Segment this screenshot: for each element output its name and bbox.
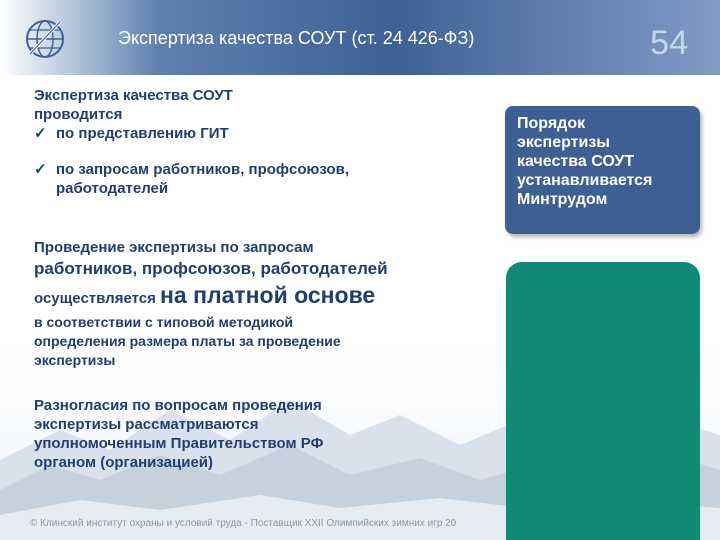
paid-line: экспертизы <box>34 352 116 368</box>
callout-line: Минтрудом <box>517 191 608 208</box>
slide-number: 54 <box>650 24 688 62</box>
disagreement-line: Разногласия по вопросам проведения <box>34 397 322 414</box>
checkmark-icon: ✓ <box>34 125 47 142</box>
paid-emphasis: на платной основе <box>160 282 376 308</box>
intro-line: Экспертиза качества СОУТ <box>34 87 233 104</box>
bullet-text <box>56 160 349 198</box>
paid-line-3 <box>34 281 464 313</box>
section-disagreements <box>34 396 454 472</box>
callout-line: экспертизы <box>517 134 610 151</box>
bullet-item <box>34 160 434 198</box>
callout-line: устанавливается <box>517 172 653 189</box>
paid-line: определения размера платы за проведение <box>34 333 341 349</box>
checkmark-icon: ✓ <box>34 161 47 178</box>
bullet-text-line: по представлению ГИТ <box>56 125 229 142</box>
bullet-text-line: работодателей <box>56 180 169 197</box>
bullet-item <box>34 124 434 143</box>
callout-line: качества СОУТ <box>517 153 635 170</box>
bullet-text <box>56 124 229 143</box>
paid-line-1: Проведение экспертизы по запросам <box>34 239 314 256</box>
footer-text: © Клинский институт охраны и условий труда - Поставщик XXII Олимпийских зимних игр 20 <box>30 518 457 529</box>
intro-line: проводится <box>34 106 123 123</box>
paid-prefix: осуществляется <box>34 290 156 307</box>
bullet-text-line: по запросам работников, профсоюзов, <box>56 161 349 178</box>
paid-line: в соответствии с типовой методикой <box>34 314 294 330</box>
disagreement-line: уполномоченным Правительством РФ <box>34 435 324 452</box>
teal-side-panel <box>506 262 700 540</box>
paid-line-2: работников, профсоюзов, работодателей <box>34 259 388 278</box>
callout-text <box>517 114 652 209</box>
disagreement-line: экспертизы рассматриваются <box>34 416 259 433</box>
section-paid-basis <box>34 238 464 370</box>
slide-title: Экспертиза качества СОУТ (ст. 24 426-ФЗ) <box>118 28 475 48</box>
procedure-callout-box <box>505 106 700 234</box>
header-bar <box>0 0 720 75</box>
globe-logo-icon <box>20 14 70 64</box>
section-soot-expertise <box>34 86 434 198</box>
disagreement-line: органом (организацией) <box>34 454 213 471</box>
callout-line: Порядок <box>517 115 586 132</box>
